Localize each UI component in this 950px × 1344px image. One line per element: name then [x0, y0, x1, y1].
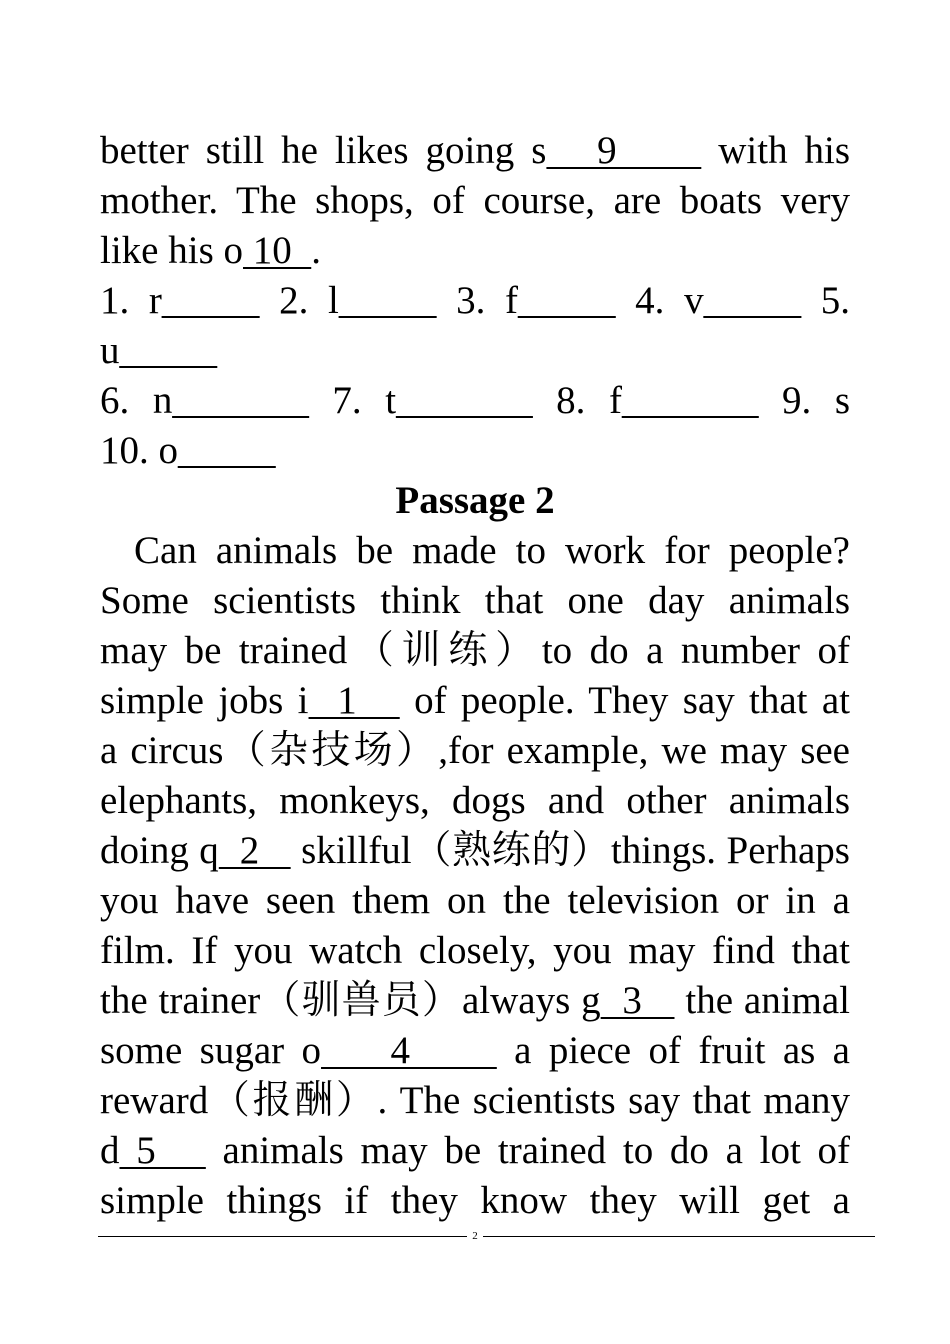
passage2-line-2: Some scientists think that one day animals — [100, 579, 850, 622]
text-fragment: doing q — [100, 829, 219, 872]
passage2-line-5: a circus（杂技场）,for example, we may see — [100, 729, 850, 772]
answer-blank: _____ — [119, 329, 217, 372]
passage-title: Passage 2 — [395, 479, 555, 522]
blank-4: 4 — [321, 1029, 497, 1072]
answer-blank: _______ — [396, 379, 533, 422]
answer-row-1-wrap — [100, 326, 850, 376]
answer-item-label: 4. v — [635, 279, 704, 322]
answer-blank: _____ — [178, 429, 276, 472]
answer-row-1 — [100, 276, 850, 326]
passage1-line-3 — [100, 226, 850, 276]
text-fragment: skillful（熟练的）things. Perhaps — [290, 829, 850, 872]
answer-item-label: 5. — [820, 279, 851, 322]
passage2-line-14: simple things if they know they will get a — [100, 1179, 850, 1222]
passage2-line-1: Can animals be made to work for people? — [134, 529, 850, 572]
text-fragment: . — [311, 229, 321, 272]
blank-1: 1 — [308, 679, 400, 722]
answer-blank: _____ — [161, 279, 260, 322]
answer-item-label: 1. r — [100, 279, 162, 322]
answer-blank: _____ — [338, 279, 437, 322]
passage2-line-4 — [100, 676, 850, 726]
text-fragment: some sugar o — [100, 1029, 322, 1072]
text-fragment: simple jobs i — [100, 679, 309, 722]
text-fragment: with his — [701, 129, 851, 172]
blank-5: 5 — [119, 1129, 206, 1172]
answer-blank: _____ — [703, 279, 802, 322]
text-fragment: of people. They say that at — [399, 679, 851, 722]
answer-item-label: 6. n — [100, 379, 173, 422]
text-fragment: a piece of fruit as a — [496, 1029, 850, 1072]
blank-9: 9 — [546, 129, 702, 172]
answer-item-label: 8. f — [556, 379, 622, 422]
blank-10: 10 — [243, 229, 312, 272]
answer-blank: _______ — [172, 379, 309, 422]
answer-item-label: 3. f — [456, 279, 518, 322]
blank-3: 3 — [600, 979, 675, 1022]
passage2-line-9: film. If you watch closely, you may find that — [100, 929, 850, 972]
passage2-line-7 — [100, 826, 850, 876]
text-fragment: animals may be trained to do a lot of — [205, 1129, 851, 1172]
passage2-line-6: elephants, monkeys, dogs and other animals — [100, 779, 850, 822]
passage2-line-12: reward（报酬）. The scientists say that many — [100, 1079, 850, 1122]
text-fragment: like his o — [100, 229, 243, 272]
answer-blank: _______ — [621, 379, 759, 422]
page-number: 2 — [467, 1230, 483, 1242]
passage2-line-8: you have seen them on the television or in a — [100, 879, 850, 922]
answer-item-label: u — [100, 329, 120, 372]
answer-item-label: 9. s — [782, 379, 851, 422]
text-fragment: better still he likes going s — [100, 129, 547, 172]
passage1-line-2: mother. The shops, of course, are boats very — [100, 179, 850, 222]
passage2-line-13 — [100, 1126, 850, 1176]
answer-row-2 — [100, 376, 850, 426]
answer-blank: _____ — [517, 279, 616, 322]
passage2-line-11 — [100, 1026, 850, 1076]
text-fragment: the trainer（驯兽员）always g — [100, 979, 601, 1022]
footer-rule — [98, 1236, 875, 1237]
answer-item-label: 7. t — [332, 379, 397, 422]
text-fragment: the animal — [674, 979, 851, 1022]
passage1-line-1 — [100, 126, 850, 176]
answer-item-label: 10. o — [100, 429, 178, 472]
answer-item-label: 2. l — [279, 279, 339, 322]
passage2-line-10 — [100, 976, 850, 1026]
blank-2: 2 — [218, 829, 291, 872]
text-fragment: d — [100, 1129, 120, 1172]
answer-row-3 — [100, 426, 850, 476]
passage2-line-3: may be trained（训练）to do a number of — [100, 629, 850, 672]
